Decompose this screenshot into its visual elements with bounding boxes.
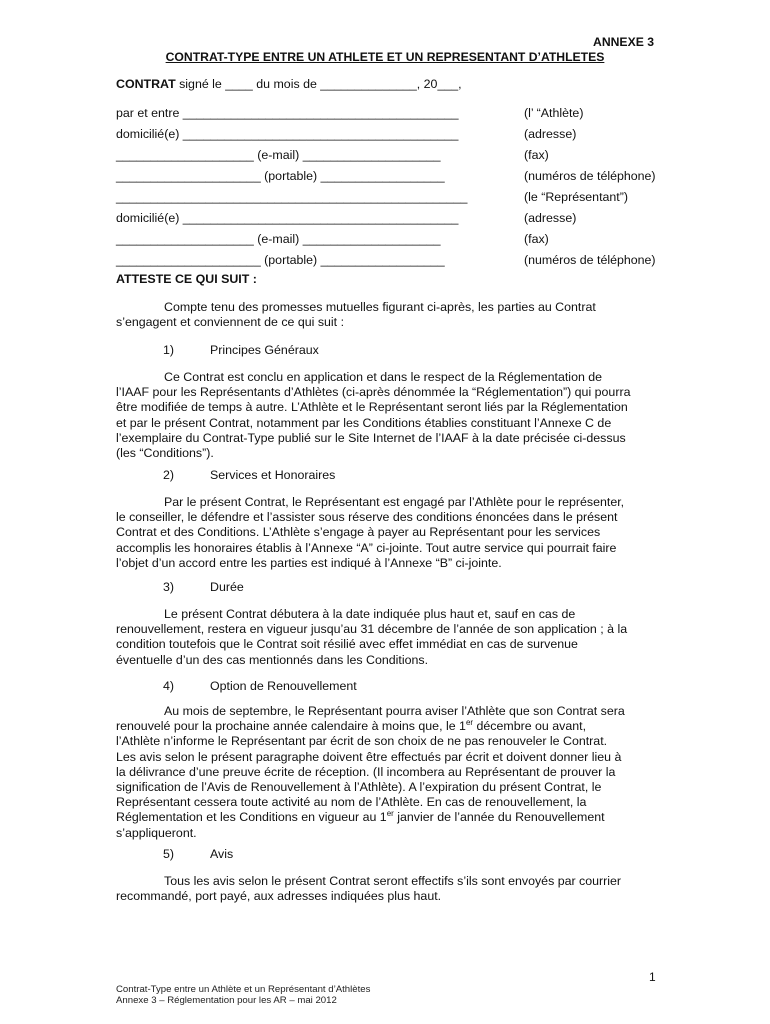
section-paragraph (116, 704, 656, 841)
paragraph-line: et par le présent Contrat, notamment par les Conditions établies constituant l’Annexe C de (116, 415, 612, 430)
paragraph-line: l’exemplaire du Contrat-Type publié sur le Site Internet de l’IAAF à la date précisée ci-dessus (116, 430, 626, 445)
party-line-right: (fax) (524, 148, 549, 162)
section-paragraph (116, 495, 656, 571)
paragraph-line: accomplis les honoraires établis à l’Annexe “A” ci-jointe. Tout autre service qui pourrait faire (116, 540, 617, 555)
paragraph-line: être modifiée de temps à autre. L’Athlète et le Représentant seront liés par la Réglementation (116, 400, 628, 415)
party-line-left: domicilié(e) ________________________________________ (116, 211, 459, 225)
party-line-right: (adresse) (524, 211, 577, 225)
section-title: Principes Généraux (210, 343, 319, 357)
paragraph-line: (les “Conditions”). (116, 446, 214, 461)
section-paragraph (116, 607, 656, 668)
section-paragraph (116, 370, 656, 461)
party-line-right: (adresse) (524, 127, 577, 141)
superscript: er (386, 809, 394, 819)
superscript: er (465, 718, 474, 728)
paragraph-line: renouvellement, restera en vigueur jusqu’au 31 décembre de l’année de son application ; à la (116, 622, 628, 637)
intro-paragraph (116, 300, 656, 330)
paragraph-line: l’objet d’un accord entre les parties est indiqué à l’Annexe “B” ci-jointe. (116, 555, 502, 570)
paragraph-line: Compte tenu des promesses mutuelles figurant ci-après, les parties au Contrat (164, 300, 596, 314)
paragraph-line: Ce Contrat est conclu en application et dans le respect de la Réglementation de (164, 370, 603, 384)
paragraph-line (116, 810, 656, 825)
paragraph-line: s’appliqueront. (116, 825, 197, 840)
line-text: renouvelé pour la prochaine année calendaire à moins que, le 1 (116, 719, 466, 734)
annex-label: ANNEXE 3 (593, 35, 654, 49)
section-number: 4) (163, 679, 175, 693)
party-line-left: _____________________ (portable) __________________ (116, 169, 445, 183)
paragraph-line: Au mois de septembre, le Représentant pourra aviser l’Athlète que son Contrat sera (164, 704, 625, 718)
paragraph-line: condition toutefois que le Contrat soit résilié avec effet immédiat en cas de survenue (116, 637, 578, 652)
section-title: Services et Honoraires (210, 468, 336, 482)
paragraph-line (116, 719, 656, 734)
paragraph-line: la délivrance d’une preuve écrite de réception. (Il incombera au Représentant de prouver la (116, 764, 616, 779)
line-text: décembre ou avant, (473, 719, 587, 734)
section-paragraph (116, 874, 656, 904)
paragraph-line: Par le présent Contrat, le Représentant est engagé par l’Athlète pour le représenter, (164, 495, 625, 509)
paragraph-line: Représentant cessera toute activité au nom de l’Athlète. En cas de renouvellement, la (116, 795, 587, 810)
party-line-left: _____________________ (portable) __________________ (116, 253, 445, 267)
party-line-right: (l’ “Athlète) (524, 106, 584, 120)
line-text: janvier de l’année du Renouvellement (393, 810, 605, 825)
party-line-left: ___________________________________________________ (116, 190, 468, 204)
page-number: 1 (649, 970, 656, 984)
paragraph-line: Le présent Contrat débutera à la date indiquée plus haut et, sauf en cas de (164, 607, 576, 621)
paragraph-line: l’IAAF pour les Représentants d’Athlètes (ci-après dénommée la “Réglementation”) qui pourra (116, 385, 631, 400)
footer-line: Annexe 3 – Réglementation pour les AR – mai 2012 (116, 995, 337, 1006)
paragraph-line: le conseiller, le défendre et l’assister sous réserve des conditions énoncées dans le présent (116, 510, 618, 525)
party-line-left: ____________________ (e-mail) ____________________ (116, 232, 441, 246)
party-line-right: (numéros de téléphone) (524, 253, 656, 267)
contract-date-line (116, 77, 462, 91)
document-title: CONTRAT-TYPE ENTRE UN ATHLETE ET UN REPRESENTANT D’ATHLETES (165, 50, 605, 64)
party-line-right: (fax) (524, 232, 549, 246)
paragraph-line: recommandé, port payé, aux adresses indiquées plus haut. (116, 889, 442, 904)
paragraph-line: Tous les avis selon le présent Contrat seront effectifs s’ils sont envoyés par courrier (164, 874, 622, 888)
section-number: 5) (163, 847, 175, 861)
section-title: Durée (210, 580, 244, 594)
attest-heading: ATTESTE CE QUI SUIT : (116, 272, 257, 286)
paragraph-line: Contrat et des Conditions. L’Athlète s’engage à payer au Représentant pour les services (116, 525, 601, 540)
section-number: 2) (163, 468, 175, 482)
section-number: 3) (163, 580, 175, 594)
section-number: 1) (163, 343, 175, 357)
section-title: Option de Renouvellement (210, 679, 357, 693)
party-line-left: par et entre ________________________________________ (116, 106, 459, 120)
paragraph-line: éventuelle d’un des cas mentionnés dans les Conditions. (116, 652, 429, 667)
footer-line: Contrat-Type entre un Athlète et un Représentant d’Athlètes (116, 984, 371, 995)
paragraph-line: s’engagent et conviennent de ce qui suit : (116, 315, 345, 330)
party-line-right: (numéros de téléphone) (524, 169, 656, 183)
paragraph-line: l’Athlète n’informe le Représentant par écrit de son choix de ne pas renouveler le Contrat. (116, 734, 608, 749)
section-title: Avis (210, 847, 234, 861)
party-line-left: ____________________ (e-mail) ____________________ (116, 148, 441, 162)
party-line-left: domicilié(e) ________________________________________ (116, 127, 459, 141)
paragraph-line: signification de l’Avis de Renouvellement à l’Athlète). A l’expiration du présent Contrat, le (116, 780, 602, 795)
line-text: Réglementation et les Conditions en vigueur au 1 (116, 810, 387, 825)
paragraph-line: Les avis selon le présent paragraphe doivent être effectués par écrit et doivent donner lieu à (116, 749, 622, 764)
contract-word: CONTRAT (116, 77, 176, 91)
contract-date-text: signé le ____ du mois de ______________, 20___, (175, 77, 462, 91)
party-line-right: (le “Représentant”) (524, 190, 628, 204)
